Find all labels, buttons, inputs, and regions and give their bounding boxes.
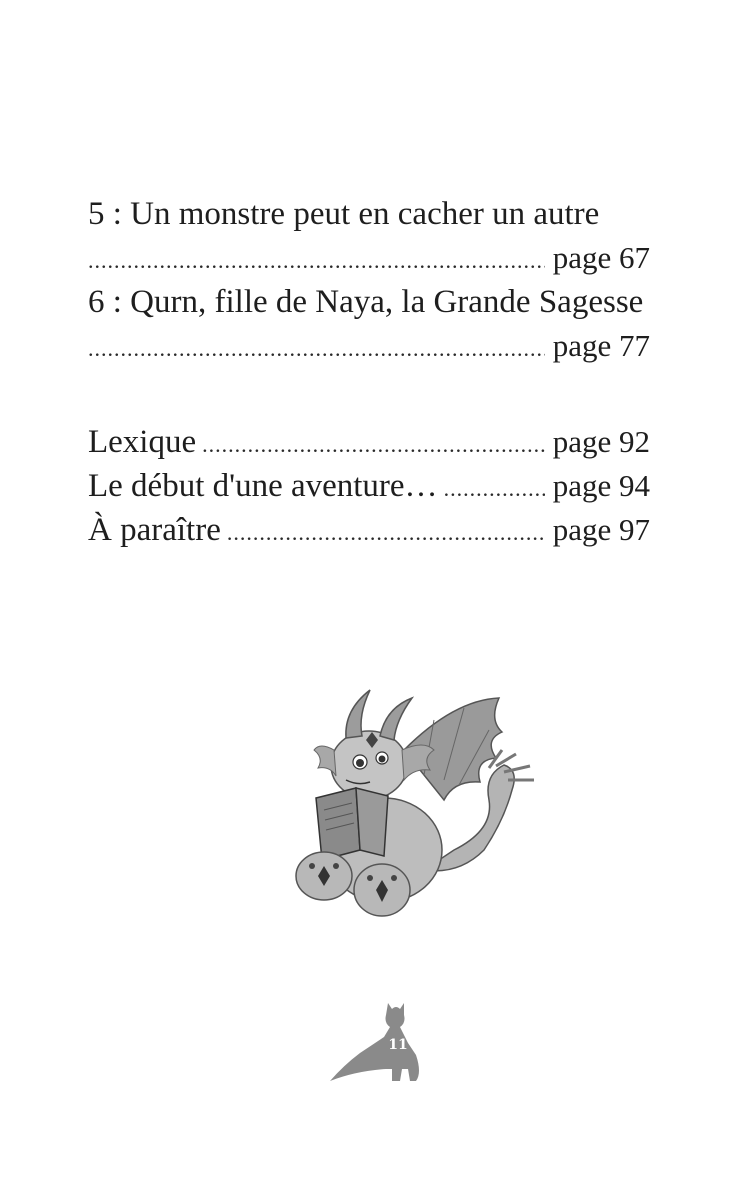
- toc-entry-debut-page: page 94: [552, 468, 650, 503]
- dot-leader: [444, 467, 545, 511]
- toc-entry-a-paraitre-title: À paraître: [88, 512, 221, 548]
- toc-entry-a-paraitre-page: page 97: [552, 512, 650, 547]
- caped-horned-silhouette-icon: [326, 995, 426, 1085]
- toc-chapter-6-title: 6 : Qurn, fille de Naya, la Grande Sagesse: [88, 284, 644, 320]
- toc-entry-debut: [88, 464, 650, 508]
- toc-chapter-5-page: page 67: [552, 240, 650, 275]
- dot-leader: [227, 511, 545, 555]
- section-gap: [88, 368, 650, 420]
- dot-leader: [88, 239, 545, 283]
- dragon-reading-book-illustration: [284, 680, 548, 930]
- page-number: 11: [388, 1037, 408, 1053]
- toc-entry-lexique-title: Lexique: [88, 424, 197, 460]
- toc-chapter-5-title: 5 : Un monstre peut en cacher un autre: [88, 196, 600, 232]
- table-of-contents: [88, 192, 650, 552]
- toc-chapter-5-leader-row: [88, 236, 650, 280]
- toc-entry-lexique-page: page 92: [552, 424, 650, 459]
- toc-chapter-6-page: page 77: [552, 328, 650, 363]
- toc-entry-debut-title: Le début d'une aventure…: [88, 468, 438, 504]
- dot-leader: [88, 327, 545, 371]
- toc-chapter-6-leader-row: [88, 324, 650, 368]
- dot-leader: [202, 423, 545, 467]
- toc-entry-a-paraitre: [88, 508, 650, 552]
- toc-entry-lexique: [88, 420, 650, 464]
